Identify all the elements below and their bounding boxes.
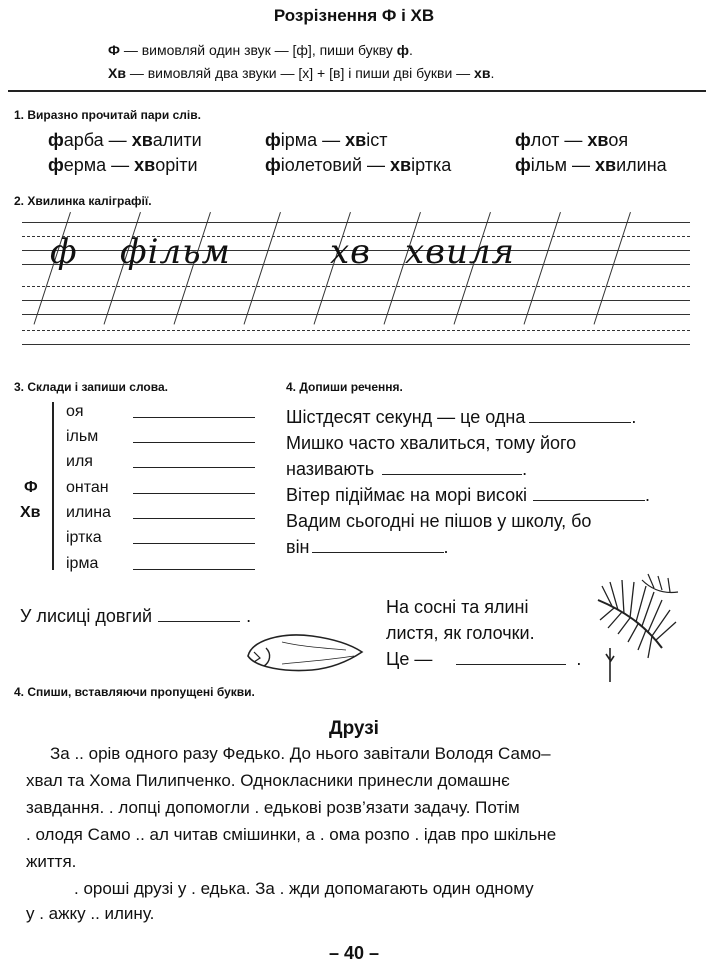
letter-khv: Хв bbox=[20, 504, 41, 521]
story-line: у . ажку .. илину. bbox=[26, 904, 155, 923]
story-line: життя. bbox=[26, 852, 77, 871]
task4b-heading: 4. Спиши, вставляючи пропущені букви. bbox=[14, 685, 255, 699]
answer-blank[interactable] bbox=[133, 518, 255, 519]
answer-blank[interactable] bbox=[533, 500, 645, 501]
letter-f: Ф bbox=[24, 479, 38, 496]
answer-blank[interactable] bbox=[133, 467, 255, 468]
pine-branch-illustration bbox=[592, 570, 688, 686]
story-line: За .. орів одного разу Федько. До нього завітали Володя Само– bbox=[50, 744, 551, 763]
word-ending: онтан bbox=[66, 479, 109, 496]
word-pair: фільм — хвилина bbox=[515, 155, 667, 175]
sentence: Вітер підіймає на морі високі . bbox=[286, 485, 651, 505]
riddle-pine-line: На сосні та ялині bbox=[386, 597, 529, 617]
answer-blank[interactable] bbox=[456, 664, 566, 665]
answer-blank[interactable] bbox=[312, 552, 444, 553]
answer-blank[interactable] bbox=[133, 442, 255, 443]
calligraphy-sample: ф bbox=[50, 232, 78, 272]
calligraphy-sample: хвиля bbox=[405, 232, 516, 272]
word-ending: илина bbox=[66, 504, 111, 521]
task3-heading: 3. Склади і запиши слова. bbox=[14, 380, 168, 394]
story-line: завдання. . лопці допомогли . едькові розв’язати задачу. Потім bbox=[26, 798, 520, 817]
word-ending: іртка bbox=[66, 529, 102, 546]
word-ending: иля bbox=[66, 453, 93, 470]
answer-blank[interactable] bbox=[133, 543, 255, 544]
word-pair: флот — хвоя bbox=[515, 130, 629, 150]
word-pair: ферма — хворіти bbox=[48, 155, 198, 175]
rule-f: Ф — вимовляй один звук — [ф], пиши букву ф. bbox=[108, 42, 413, 58]
answer-blank[interactable] bbox=[133, 569, 255, 570]
bracket-line bbox=[52, 402, 54, 570]
word-pair: фіолетовий — хвіртка bbox=[265, 155, 452, 175]
word-ending: ірма bbox=[66, 555, 99, 572]
sentence: називають . bbox=[286, 459, 528, 479]
answer-blank[interactable] bbox=[133, 417, 255, 418]
word-pair: фарба — хвалити bbox=[48, 130, 202, 150]
calligraphy-sample: хв bbox=[330, 232, 371, 272]
story-line: хвал та Хома Пилипченко. Однокласники принесли домашнє bbox=[26, 771, 510, 790]
task4-heading: 4. Допиши речення. bbox=[286, 380, 403, 394]
page-title: Розрізнення Ф і ХВ bbox=[273, 6, 435, 25]
story-line: . ороші друзі у . едька. За . жди допомагають один одному bbox=[74, 879, 534, 898]
rule-khv: Хв — вимовляй два звуки — [х] + [в] і пиши дві букви — хв. bbox=[108, 65, 495, 81]
sentence: Вадим сьогодні не пішов у школу, бо bbox=[286, 511, 592, 531]
page-number: – 40 – bbox=[328, 943, 380, 963]
word-pair: фірма — хвіст bbox=[265, 130, 388, 150]
answer-blank[interactable] bbox=[529, 422, 631, 423]
task1-heading: 1. Виразно прочитай пари слів. bbox=[14, 108, 201, 122]
story-title: Друзі bbox=[329, 718, 379, 739]
answer-blank[interactable] bbox=[158, 621, 240, 622]
answer-blank[interactable] bbox=[382, 474, 522, 475]
riddle-pine-answer: Це — . bbox=[386, 649, 582, 669]
calligraphy-sample: фільм bbox=[120, 232, 231, 272]
riddle-fox: У лисиці довгий . bbox=[20, 606, 252, 626]
story-line: . олодя Само .. ал читав смішинки, а . ома розпо . ідав про шкільне bbox=[26, 825, 557, 844]
riddle-pine-line: листя, як голочки. bbox=[386, 623, 535, 643]
sentence: він . bbox=[286, 537, 449, 557]
word-ending: оя bbox=[66, 403, 84, 420]
sentence: Мишко часто хвалиться, тому його bbox=[286, 433, 577, 453]
word-ending: ільм bbox=[66, 428, 99, 445]
header-divider bbox=[8, 90, 706, 92]
answer-blank[interactable] bbox=[133, 493, 255, 494]
sentence: Шістдесят секунд — це одна . bbox=[286, 407, 637, 427]
fox-tail-illustration bbox=[242, 622, 368, 678]
task2-heading: 2. Хвилинка каліграфії. bbox=[14, 194, 152, 208]
